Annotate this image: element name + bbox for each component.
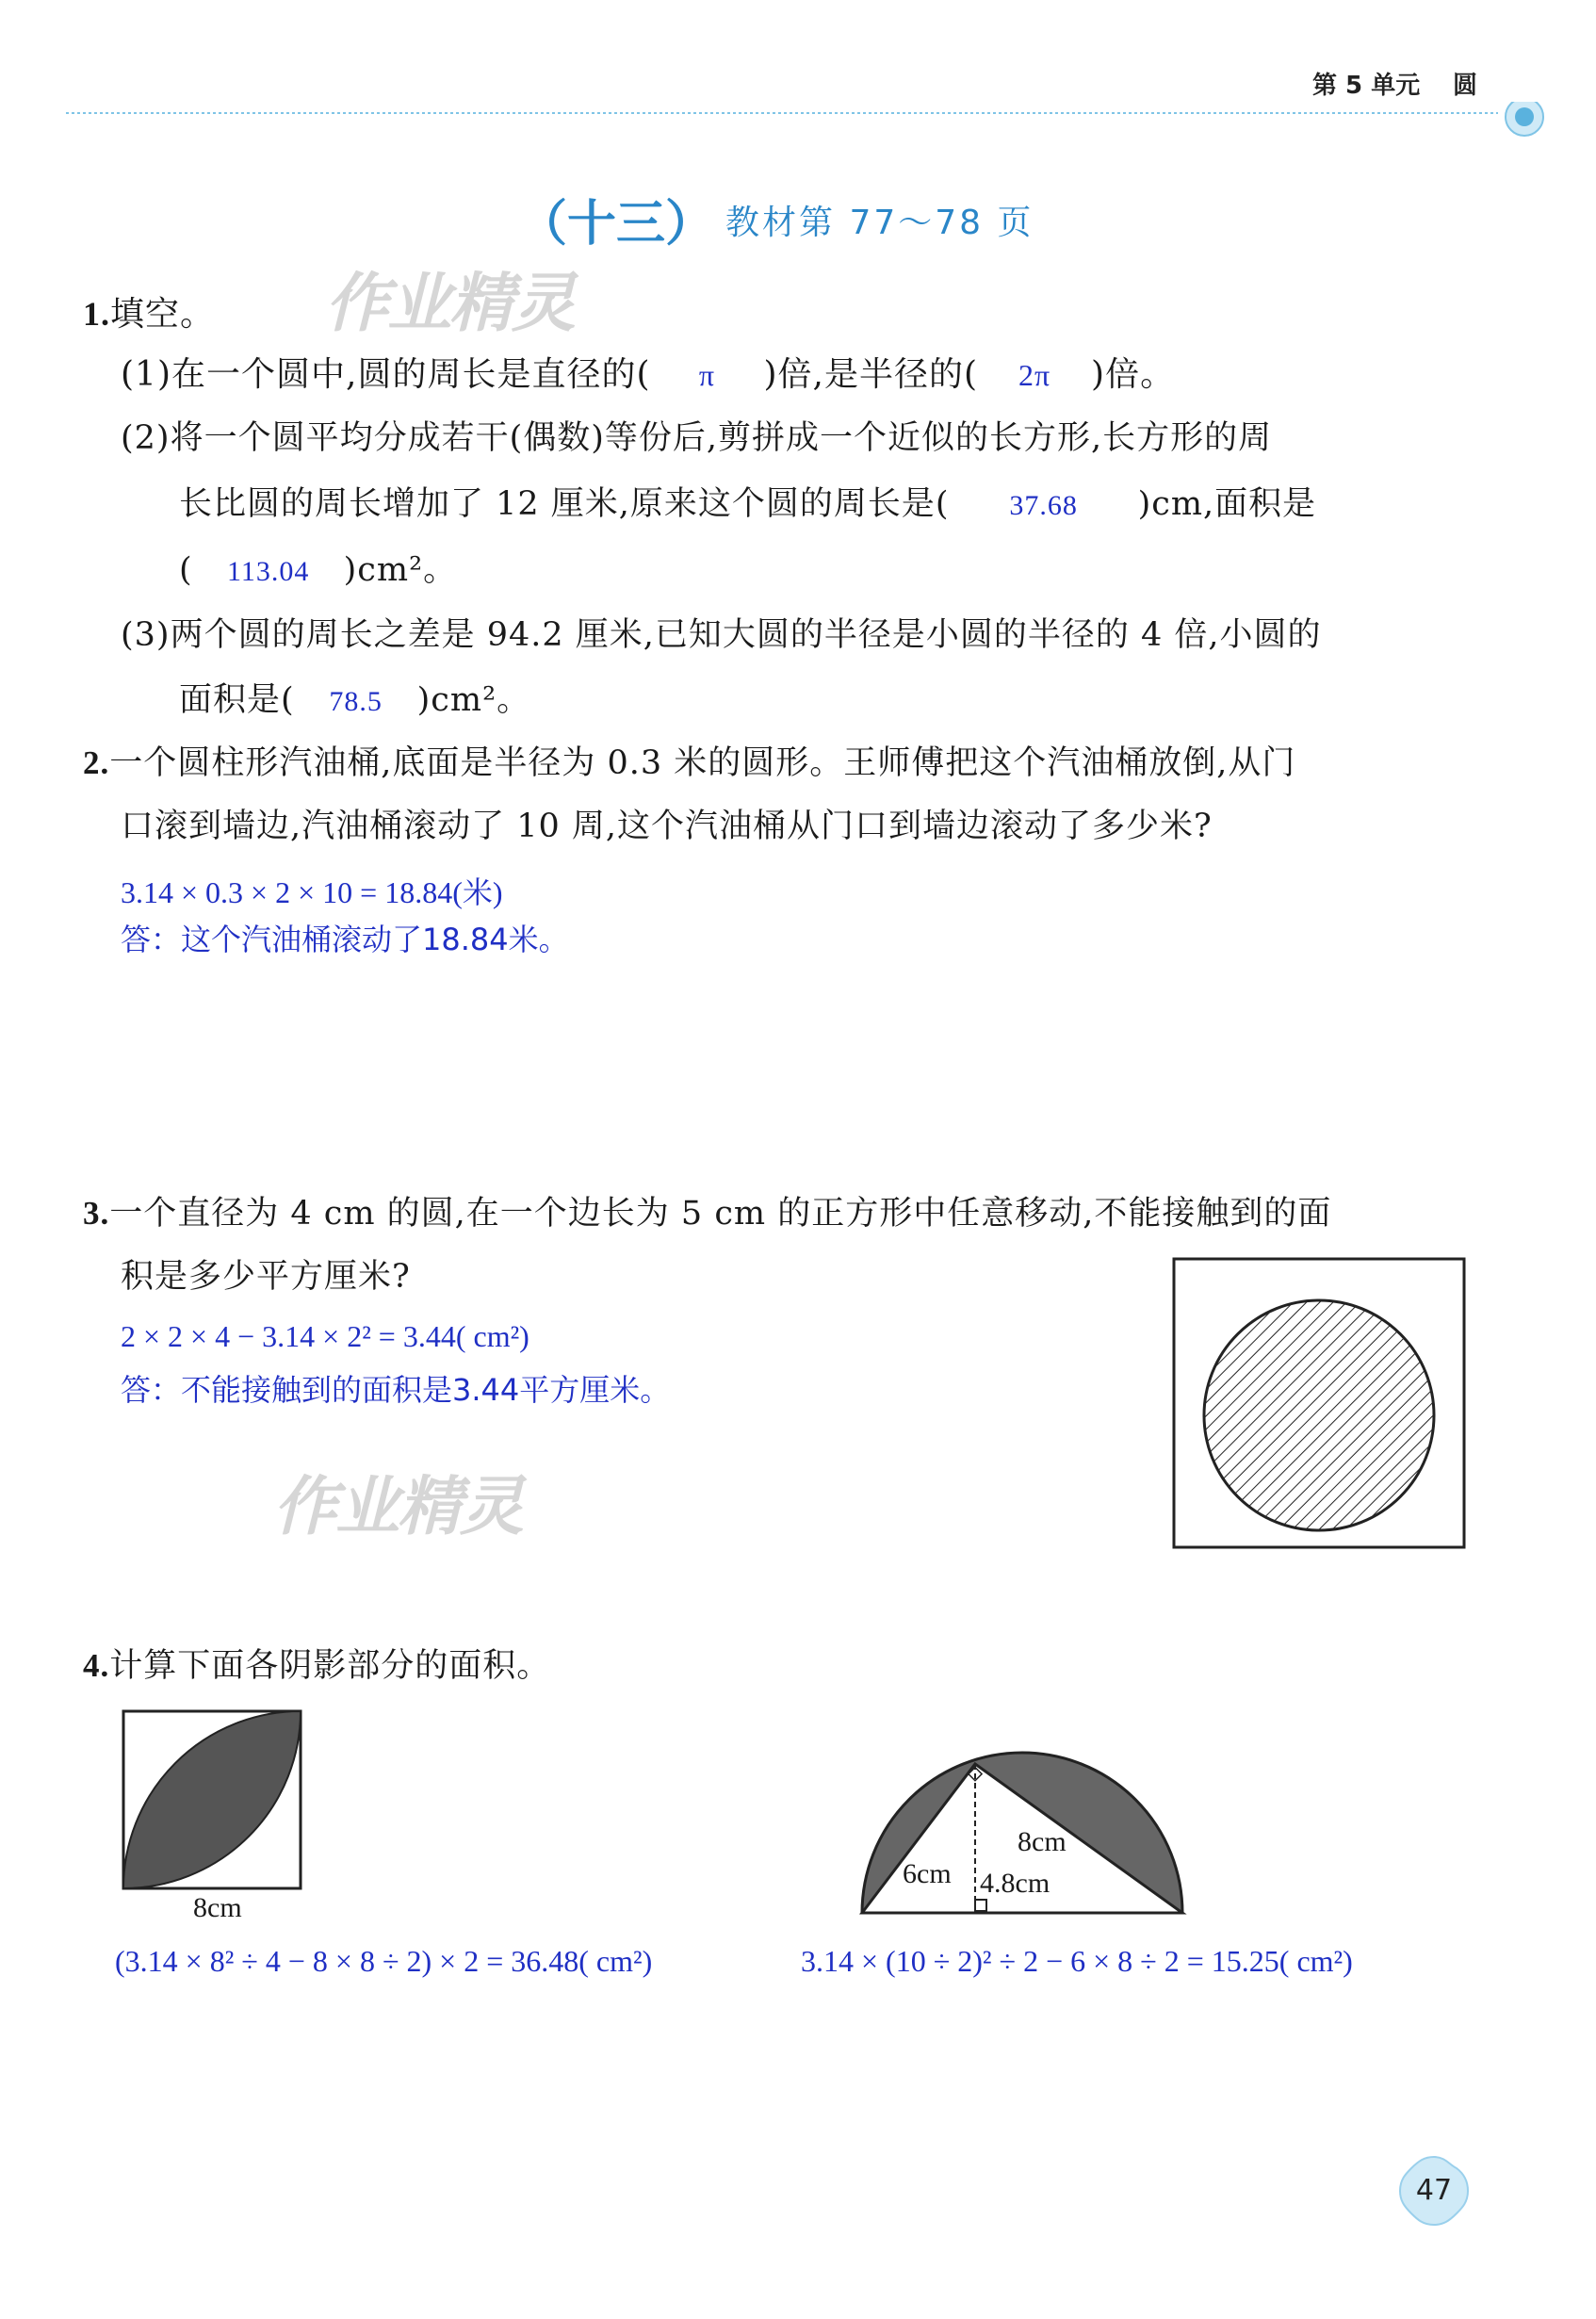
q4-fig2-label-a: 8cm — [1018, 1826, 1067, 1857]
q1-p2-text-b: )cm,面积是 — [1137, 485, 1317, 523]
page-number: 47 — [1415, 2174, 1453, 2207]
q3-figure — [1168, 1253, 1470, 1555]
q1-part2-line3 — [179, 551, 458, 589]
q3-text-line1: 一个直径为 4 cm 的圆,在一个边长为 5 cm 的正方形中任意移动,不能接触到的面 — [109, 1195, 1332, 1233]
q3-number: 3. — [83, 1195, 110, 1232]
q1-p3-line1: (3)两个圆的周长之差是 94.2 厘米,已知大圆的半径是小圆的半径的 4 倍,小圆的 — [121, 616, 1322, 654]
q1-p3-text-b: )cm²。 — [416, 681, 531, 719]
q1-p1-blank1: π — [698, 358, 716, 392]
section-title: （十三） — [518, 196, 715, 253]
q1-heading — [83, 297, 215, 332]
q1-text: 填空。 — [110, 295, 216, 334]
q4-figure-leaf — [118, 1706, 316, 1894]
q2-answer-text: 答：这个汽油桶滚动了18.84米。 — [121, 922, 569, 957]
q1-p3-text-a: 面积是( — [179, 681, 295, 719]
q1-p2-text-a: 长比圆的周长增加了 12 厘米,原来这个圆的周长是( — [179, 485, 950, 523]
q4-fig2-label-c: 4.8cm — [980, 1868, 1050, 1899]
q4-answer1: (3.14 × 8² ÷ 4 − 8 × 8 ÷ 2) × 2 = 36.48( cm²) — [115, 1944, 653, 1978]
header-unit: 第 5 单元 — [1312, 72, 1421, 100]
q3-answer-formula: 2 × 2 × 4 − 3.14 × 2² = 3.44( cm²) — [121, 1319, 529, 1353]
q2-line1 — [83, 746, 1295, 780]
q1-number: 1. — [83, 295, 110, 333]
q2-number: 2. — [83, 744, 110, 781]
header-divider — [66, 102, 1555, 139]
header-topic: 圆 — [1453, 72, 1478, 100]
q4-number: 4. — [83, 1647, 110, 1684]
hatched-circle — [1204, 1300, 1434, 1530]
q1-p2-line1: (2)将一个圆平均分成若干(偶数)等份后,剪拼成一个近似的长方形,长方形的周 — [121, 419, 1273, 457]
q1-p1-text-a: (1)在一个圆中,圆的周长是直径的( — [121, 355, 651, 394]
q1-p2-text-c: ( — [179, 551, 193, 589]
q1-p3-blank: 78.5 — [329, 686, 383, 717]
q1-p2-blank2: 113.04 — [226, 556, 310, 587]
section-pages: 教材第 77～78 页 — [725, 204, 1034, 242]
watermark: 作业精灵 — [273, 1470, 523, 1544]
q2-answer-formula: 3.14 × 0.3 × 2 × 10 = 18.84(米) — [121, 875, 503, 909]
q4-heading — [83, 1649, 550, 1683]
q3-line2: 积是多少平方厘米? — [121, 1258, 411, 1296]
q3-answer-text: 答：不能接触到的面积是3.44平方厘米。 — [121, 1372, 671, 1408]
q4-text: 计算下面各阴影部分的面积。 — [109, 1647, 551, 1685]
q1-p1-blank2: 2π — [1018, 358, 1051, 392]
q1-part3-line2 — [179, 681, 531, 719]
q2-text-line1: 一个圆柱形汽油桶,底面是半径为 0.3 米的圆形。王师傅把这个汽油桶放倒,从门 — [109, 744, 1296, 782]
q3-line1 — [83, 1197, 1331, 1231]
q1-p2-text-d: )cm²。 — [343, 551, 458, 589]
q4-answer2: 3.14 × (10 ÷ 2)² ÷ 2 − 6 × 8 ÷ 2 = 15.25( cm²) — [801, 1944, 1353, 1978]
q2-line2: 口滚到墙边,汽油桶滚动了 10 周,这个汽油桶从门口到墙边滚动了多少米? — [121, 808, 1213, 845]
q1-part1 — [121, 355, 1176, 394]
watermark: 作业精灵 — [325, 267, 575, 341]
q1-p2-blank1: 37.68 — [1009, 490, 1078, 521]
q1-p1-text-b: )倍,是半径的( — [763, 355, 979, 394]
q1-p1-text-c: )倍。 — [1091, 355, 1176, 394]
q4-fig2-label-b: 6cm — [903, 1858, 952, 1889]
q1-part2-line2 — [179, 485, 1317, 523]
q4-fig1-label: 8cm — [193, 1892, 242, 1923]
